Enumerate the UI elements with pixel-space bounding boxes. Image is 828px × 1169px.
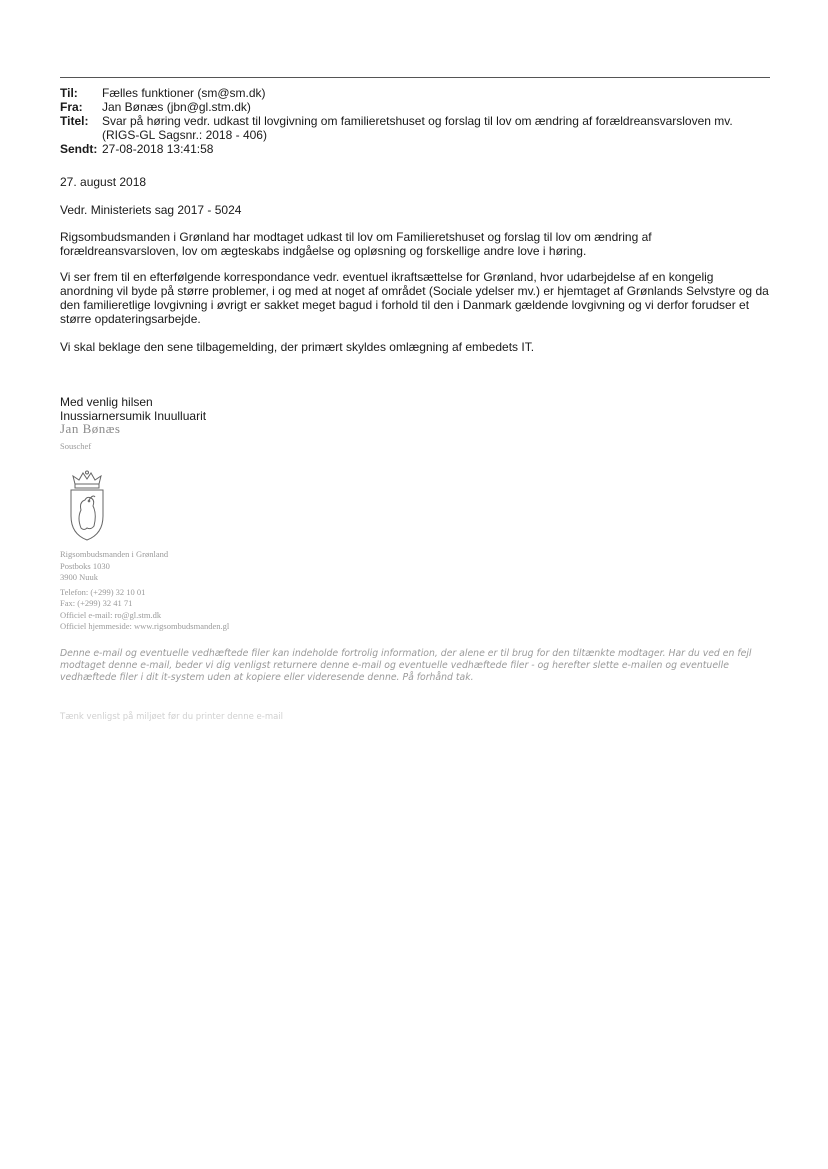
organisation-name: Rigsombudsmanden i Grønland	[60, 549, 169, 559]
closing-greeting-kalaallisut: Inussiarnersumik Inuulluarit	[60, 409, 207, 423]
from-row	[60, 100, 760, 114]
sent-label: Sendt:	[60, 142, 98, 156]
letter-date: 27. august 2018	[60, 175, 147, 189]
environment-note: Tænk venligst på miljøet før du printer denne e-mail	[60, 712, 284, 722]
body-paragraph-2: Vi ser frem til en efterfølgende korrespondance vedr. eventuel ikraftsættelse for Grønland, hvor udarbejdelse af en kongelig anordning vil byde på større problemer, i og med at noget af området (Sociale ydelser mv.) er hjemtaget af Grønlands Selvstyre og da den familieretlige lovgivning i øvrigt er sakket meget bagud i forhold til den i Danmark gældende lovgivning og vi derfor forudser et større opdateringsarbejde.	[60, 270, 769, 326]
from-label: Fra:	[60, 100, 83, 114]
postal-city: 3900 Nuuk	[60, 572, 99, 582]
case-reference: Vedr. Ministeriets sag 2017 - 5024	[60, 203, 242, 217]
subject-row	[60, 114, 760, 142]
coat-of-arms-icon	[67, 470, 107, 542]
official-website: Officiel hjemmeside: www.rigsombudsmanden.gl	[60, 621, 230, 631]
to-value: Fælles funktioner (sm@sm.dk)	[102, 86, 266, 100]
official-email: Officiel e-mail: ro@gl.stm.dk	[60, 609, 162, 620]
postal-box: Postboks 1030	[60, 560, 110, 571]
sent-value: 27-08-2018 13:41:58	[102, 142, 214, 156]
subject-label: Titel:	[60, 114, 89, 128]
from-value: Jan Bønæs (jbn@gl.stm.dk)	[102, 100, 251, 114]
phone-number: Telefon: (+299) 32 10 01	[60, 586, 146, 597]
fax-number: Fax: (+299) 32 41 71	[60, 598, 133, 608]
body-paragraph-1: Rigsombudsmanden i Grønland har modtaget udkast til lov om Familieretshuset og forslag til lov om ændring af forældreansvarsloven, lov om ægteskabs indgåelse og opløsning og forskellige andre love i høring.	[60, 230, 652, 258]
body-paragraph-3: Vi skal beklage den sene tilbagemelding, der primært skyldes omlægning af embedets IT.	[60, 340, 535, 354]
confidentiality-disclaimer: Denne e-mail og eventuelle vedhæftede filer kan indeholde fortrolig information, der alene er til brug for den tiltænkte modtager. Har du ved en fejl modtaget denne e-mail, beder vi dig venligst returnere denne e-mail og eventuelle vedhæftede filer - og herefter slette e-mailen og eventuelle vedhæftede filer i dit it-system uden at kopiere eller videresende denne. På forhånd tak.	[60, 648, 752, 683]
header-divider	[60, 77, 770, 78]
email-header	[60, 86, 760, 156]
signature-address-block	[60, 549, 229, 633]
signature-title: Souschef	[60, 441, 92, 451]
to-label: Til:	[60, 86, 78, 100]
sent-row	[60, 142, 760, 156]
signature-name: Jan Bønæs	[60, 421, 121, 436]
subject-value: Svar på høring vedr. udkast til lovgivning om familieretshuset og forslag til lov om ændring af forældreansvarsloven mv. (RIGS-GL Sagsnr.: 2018 - 406)	[102, 114, 733, 142]
to-row	[60, 86, 760, 100]
closing-greeting: Med venlig hilsen	[60, 395, 153, 409]
